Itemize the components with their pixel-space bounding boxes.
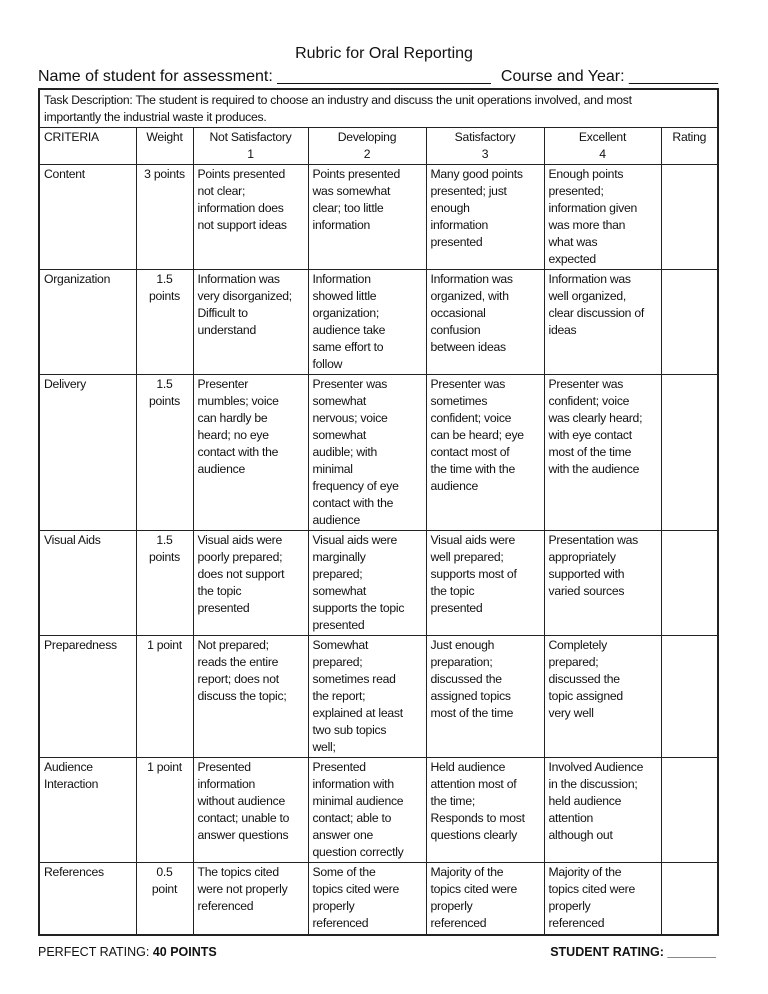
document-title: Rubric for Oral Reporting [295, 45, 473, 62]
not-satisfactory-cell: Not prepared; reads the entire report; does not discuss the topic; [193, 636, 308, 758]
table-row [39, 758, 718, 863]
not-satisfactory-cell: Information was very disorganized; Difficult to understand [193, 270, 308, 375]
not-satisfactory-cell: Presented information without audience contact; unable to answer questions [193, 758, 308, 863]
table-row [39, 863, 718, 935]
student-rating[interactable]: STUDENT RATING: _______ [550, 945, 716, 959]
weight-cell: 1 point [136, 758, 193, 863]
developing-cell: Some of the topics cited were properly referenced [308, 863, 426, 935]
student-info-line [38, 68, 718, 86]
excellent-cell: Information was well organized, clear discussion of ideas [544, 270, 661, 375]
task-description: Task Description: The student is required to choose an industry and discuss the unit operations involved, and most importantly the industrial waste it produces. [39, 89, 718, 128]
rating-cell[interactable] [661, 270, 718, 375]
course-year-field[interactable]: Course and Year: __________ [500, 68, 718, 85]
satisfactory-cell: Majority of the topics cited were properly referenced [426, 863, 544, 935]
not-satisfactory-cell: Points presented not clear; information does not support ideas [193, 165, 308, 270]
criteria-cell: Content [39, 165, 136, 270]
student-name-field[interactable]: Name of student for assessment: ________________________ [38, 68, 491, 85]
not-satisfactory-cell: Presenter mumbles; voice can hardly be heard; no eye contact with the audience [193, 375, 308, 531]
header-satisfactory: Satisfactory 3 [426, 128, 544, 165]
weight-cell: 1.5 points [136, 375, 193, 531]
header-criteria: CRITERIA [39, 128, 136, 165]
header-not-satisfactory: Not Satisfactory 1 [193, 128, 308, 165]
developing-cell: Information showed little organization; audience take same effort to follow [308, 270, 426, 375]
table-row [39, 636, 718, 758]
header-excellent: Excellent 4 [544, 128, 661, 165]
header-weight: Weight [136, 128, 193, 165]
criteria-cell: References [39, 863, 136, 935]
developing-cell: Visual aids were marginally prepared; somewhat supports the topic presented [308, 531, 426, 636]
weight-cell: 1.5 points [136, 531, 193, 636]
not-satisfactory-cell: Visual aids were poorly prepared; does not support the topic presented [193, 531, 308, 636]
excellent-cell: Enough points presented; information given was more than what was expected [544, 165, 661, 270]
excellent-cell: Presentation was appropriately supported with varied sources [544, 531, 661, 636]
perfect-rating [38, 945, 217, 959]
rating-cell[interactable] [661, 165, 718, 270]
criteria-cell: Preparedness [39, 636, 136, 758]
excellent-cell: Completely prepared; discussed the topic assigned very well [544, 636, 661, 758]
criteria-cell: Delivery [39, 375, 136, 531]
developing-cell: Presenter was somewhat nervous; voice somewhat audible; with minimal frequency of eye contact with the audience [308, 375, 426, 531]
developing-cell: Somewhat prepared; sometimes read the report; explained at least two sub topics well; [308, 636, 426, 758]
table-row [39, 531, 718, 636]
rating-cell[interactable] [661, 375, 718, 531]
criteria-cell: Audience Interaction [39, 758, 136, 863]
rubric-table [38, 88, 719, 936]
table-row [39, 165, 718, 270]
excellent-cell: Presenter was confident; voice was clearly heard; with eye contact most of the time with the audience [544, 375, 661, 531]
rating-cell[interactable] [661, 863, 718, 935]
criteria-cell: Organization [39, 270, 136, 375]
table-row [39, 270, 718, 375]
satisfactory-cell: Held audience attention most of the time; Responds to most questions clearly [426, 758, 544, 863]
satisfactory-cell: Many good points presented; just enough information presented [426, 165, 544, 270]
developing-cell: Presented information with minimal audience contact; able to answer one question correctly [308, 758, 426, 863]
developing-cell: Points presented was somewhat clear; too little information [308, 165, 426, 270]
criteria-cell: Visual Aids [39, 531, 136, 636]
rating-cell[interactable] [661, 758, 718, 863]
table-row [39, 375, 718, 531]
weight-cell: 3 points [136, 165, 193, 270]
not-satisfactory-cell: The topics cited were not properly referenced [193, 863, 308, 935]
header-developing: Developing 2 [308, 128, 426, 165]
excellent-cell: Involved Audience in the discussion; held audience attention although out [544, 758, 661, 863]
perfect-rating-label: PERFECT RATING: [38, 945, 153, 959]
satisfactory-cell: Information was organized, with occasional confusion between ideas [426, 270, 544, 375]
weight-cell: 1.5 points [136, 270, 193, 375]
satisfactory-cell: Just enough preparation; discussed the assigned topics most of the time [426, 636, 544, 758]
satisfactory-cell: Visual aids were well prepared; supports most of the topic presented [426, 531, 544, 636]
rating-cell[interactable] [661, 636, 718, 758]
satisfactory-cell: Presenter was sometimes confident; voice can be heard; eye contact most of the time with the audience [426, 375, 544, 531]
perfect-rating-value: 40 POINTS [152, 945, 217, 959]
rating-cell[interactable] [661, 531, 718, 636]
header-rating: Rating [661, 128, 718, 165]
excellent-cell: Majority of the topics cited were properly referenced [544, 863, 661, 935]
weight-cell: 0.5 point [136, 863, 193, 935]
header-row [39, 128, 718, 165]
weight-cell: 1 point [136, 636, 193, 758]
